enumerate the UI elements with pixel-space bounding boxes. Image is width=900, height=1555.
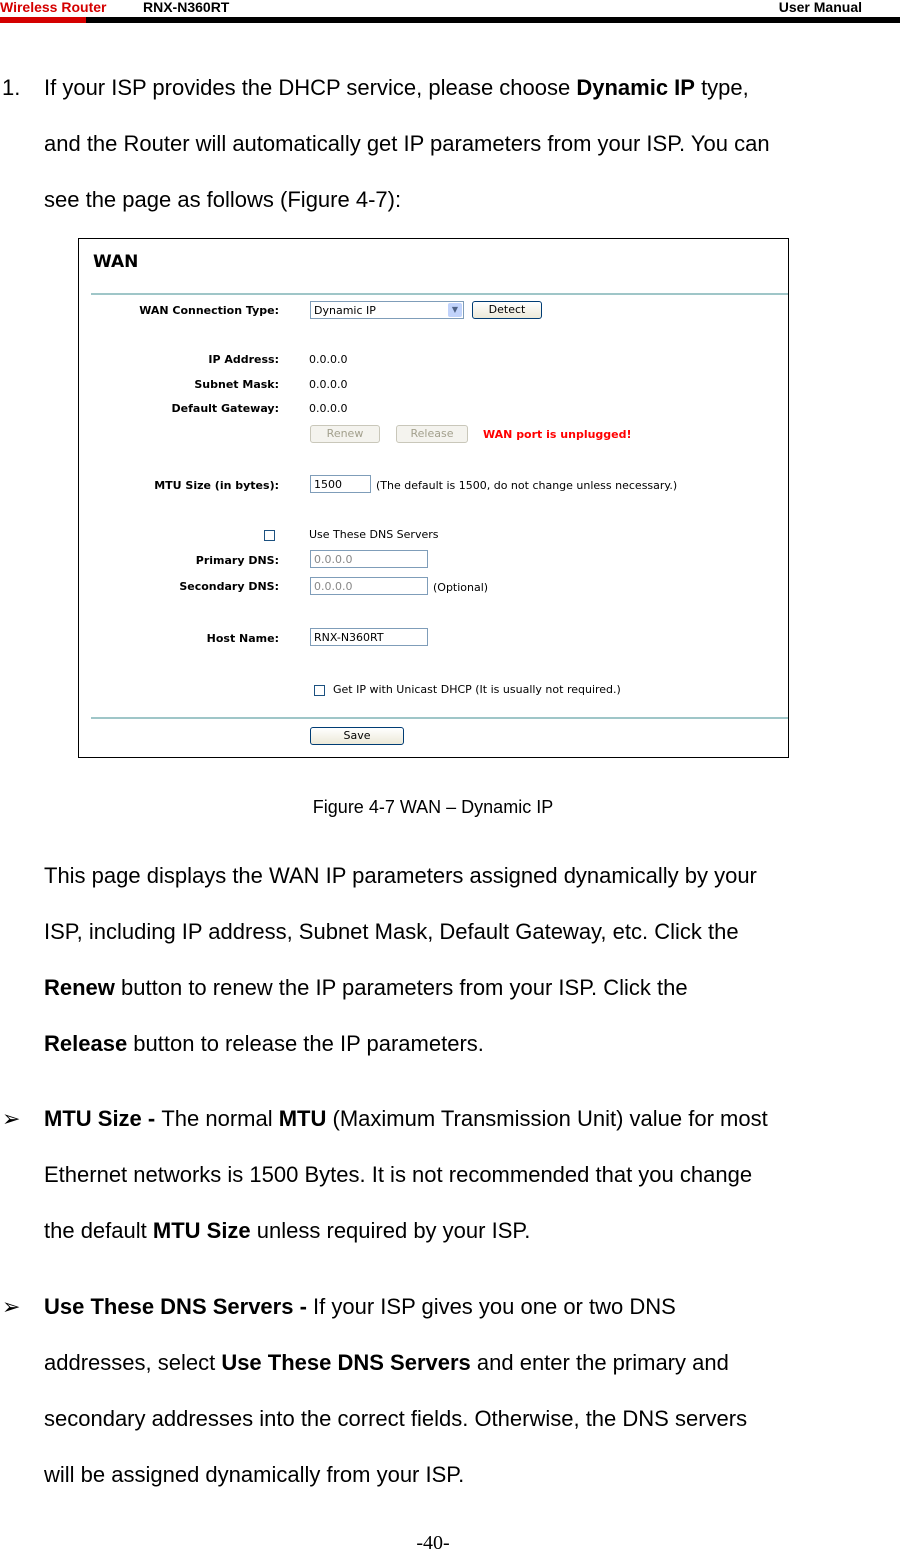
bullet-arrow-icon: ➢ bbox=[2, 1294, 21, 1319]
mtu-bold: MTU Size bbox=[152, 1218, 251, 1243]
wan-status-text: WAN port is unplugged! bbox=[483, 428, 632, 441]
dns-text: and enter the primary and bbox=[470, 1350, 729, 1375]
wan-type-select[interactable] bbox=[310, 301, 464, 319]
mtu-line-1 bbox=[44, 1091, 768, 1147]
mtu-label: MTU Size (in bytes): bbox=[154, 479, 279, 492]
ip-value: 0.0.0.0 bbox=[309, 353, 348, 366]
gateway-value: 0.0.0.0 bbox=[309, 402, 348, 415]
mtu-text: The normal bbox=[161, 1106, 279, 1131]
para-line-4 bbox=[44, 1016, 484, 1072]
mask-label: Subnet Mask: bbox=[194, 378, 279, 391]
mtu-line-2: Ethernet networks is 1500 Bytes. It is not recommended that you change bbox=[44, 1162, 753, 1187]
wan-type-label: WAN Connection Type: bbox=[139, 304, 279, 317]
intro-line-3: see the page as follows (Figure 4-7): bbox=[44, 187, 402, 212]
wan-figure bbox=[78, 238, 789, 758]
figure-title: WAN bbox=[93, 252, 139, 272]
para-text: button to release the IP parameters. bbox=[127, 1031, 484, 1056]
bullet-arrow-icon: ➢ bbox=[2, 1106, 21, 1131]
para-line-3 bbox=[44, 960, 688, 1016]
dns-line-4: will be assigned dynamically from your ISP. bbox=[44, 1462, 465, 1487]
header-doc-title: User Manual bbox=[778, 0, 862, 15]
primary-dns-label: Primary DNS: bbox=[195, 554, 279, 567]
intro-text: type, bbox=[694, 75, 749, 100]
host-name-input[interactable]: RNX-N360RT bbox=[310, 628, 428, 646]
wan-type-value: Dynamic IP bbox=[314, 304, 376, 317]
mtu-input[interactable]: 1500 bbox=[310, 475, 371, 493]
dns-line-3: secondary addresses into the correct fields. Otherwise, the DNS servers bbox=[44, 1406, 748, 1431]
unicast-checkbox[interactable] bbox=[314, 685, 325, 696]
intro-text: If your ISP provides the DHCP service, please choose bbox=[44, 75, 577, 100]
mask-value: 0.0.0.0 bbox=[309, 378, 348, 391]
para-bold: Renew bbox=[44, 975, 115, 1000]
save-button[interactable]: Save bbox=[310, 727, 404, 745]
header-model: RNX-N360RT bbox=[143, 0, 230, 15]
dns-line-1 bbox=[44, 1279, 676, 1335]
dns-line-2 bbox=[44, 1335, 729, 1391]
dns-text: addresses, select bbox=[44, 1350, 222, 1375]
para-line-1: This page displays the WAN IP parameters assigned dynamically by your bbox=[44, 863, 757, 888]
mtu-text: unless required by your ISP. bbox=[250, 1218, 531, 1243]
dns-text: If your ISP gives you one or two DNS bbox=[313, 1294, 676, 1319]
page-number: -40- bbox=[416, 1532, 450, 1554]
mtu-bold: MTU bbox=[278, 1106, 327, 1131]
dns-checkbox-label: Use These DNS Servers bbox=[309, 528, 439, 541]
para-line-2: ISP, including IP address, Subnet Mask, Default Gateway, etc. Click the bbox=[44, 919, 739, 944]
host-name-label: Host Name: bbox=[206, 632, 279, 645]
secondary-dns-input[interactable]: 0.0.0.0 bbox=[310, 577, 428, 595]
mtu-note: (The default is 1500, do not change unless necessary.) bbox=[376, 479, 678, 492]
dns-checkbox[interactable] bbox=[264, 530, 275, 541]
renew-button[interactable]: Renew bbox=[310, 425, 380, 443]
mtu-text: the default bbox=[44, 1218, 153, 1243]
intro-bold: Dynamic IP bbox=[576, 75, 695, 100]
release-button[interactable]: Release bbox=[396, 425, 468, 443]
header-bar-red bbox=[0, 17, 86, 23]
divider bbox=[91, 717, 788, 719]
detect-button[interactable]: Detect bbox=[472, 301, 542, 319]
list-number: 1. bbox=[2, 75, 21, 100]
mtu-line-3 bbox=[44, 1203, 530, 1259]
unicast-label: Get IP with Unicast DHCP (It is usually not required.) bbox=[333, 683, 621, 696]
mtu-bold: MTU Size - bbox=[44, 1106, 162, 1131]
intro-line-2: and the Router will automatically get IP parameters from your ISP. You can bbox=[44, 131, 770, 156]
chevron-down-icon: ▼ bbox=[448, 303, 462, 317]
page-header bbox=[0, 0, 900, 22]
para-bold: Release bbox=[44, 1031, 128, 1056]
header-brand: Wireless Router bbox=[0, 0, 107, 15]
figure-caption: Figure 4-7 WAN – Dynamic IP bbox=[312, 797, 554, 817]
secondary-dns-label: Secondary DNS: bbox=[179, 580, 279, 593]
para-text: button to renew the IP parameters from your ISP. Click the bbox=[114, 975, 688, 1000]
mtu-text: (Maximum Transmission Unit) value for most bbox=[326, 1106, 768, 1131]
ip-label: IP Address: bbox=[208, 353, 279, 366]
intro-line-1 bbox=[44, 60, 749, 116]
dns-bold: Use These DNS Servers bbox=[221, 1350, 471, 1375]
gateway-label: Default Gateway: bbox=[171, 402, 279, 415]
optional-note: (Optional) bbox=[433, 581, 489, 594]
header-bar-black bbox=[86, 17, 900, 23]
dns-bold: Use These DNS Servers - bbox=[44, 1294, 314, 1319]
primary-dns-input[interactable]: 0.0.0.0 bbox=[310, 550, 428, 568]
divider bbox=[91, 293, 788, 295]
